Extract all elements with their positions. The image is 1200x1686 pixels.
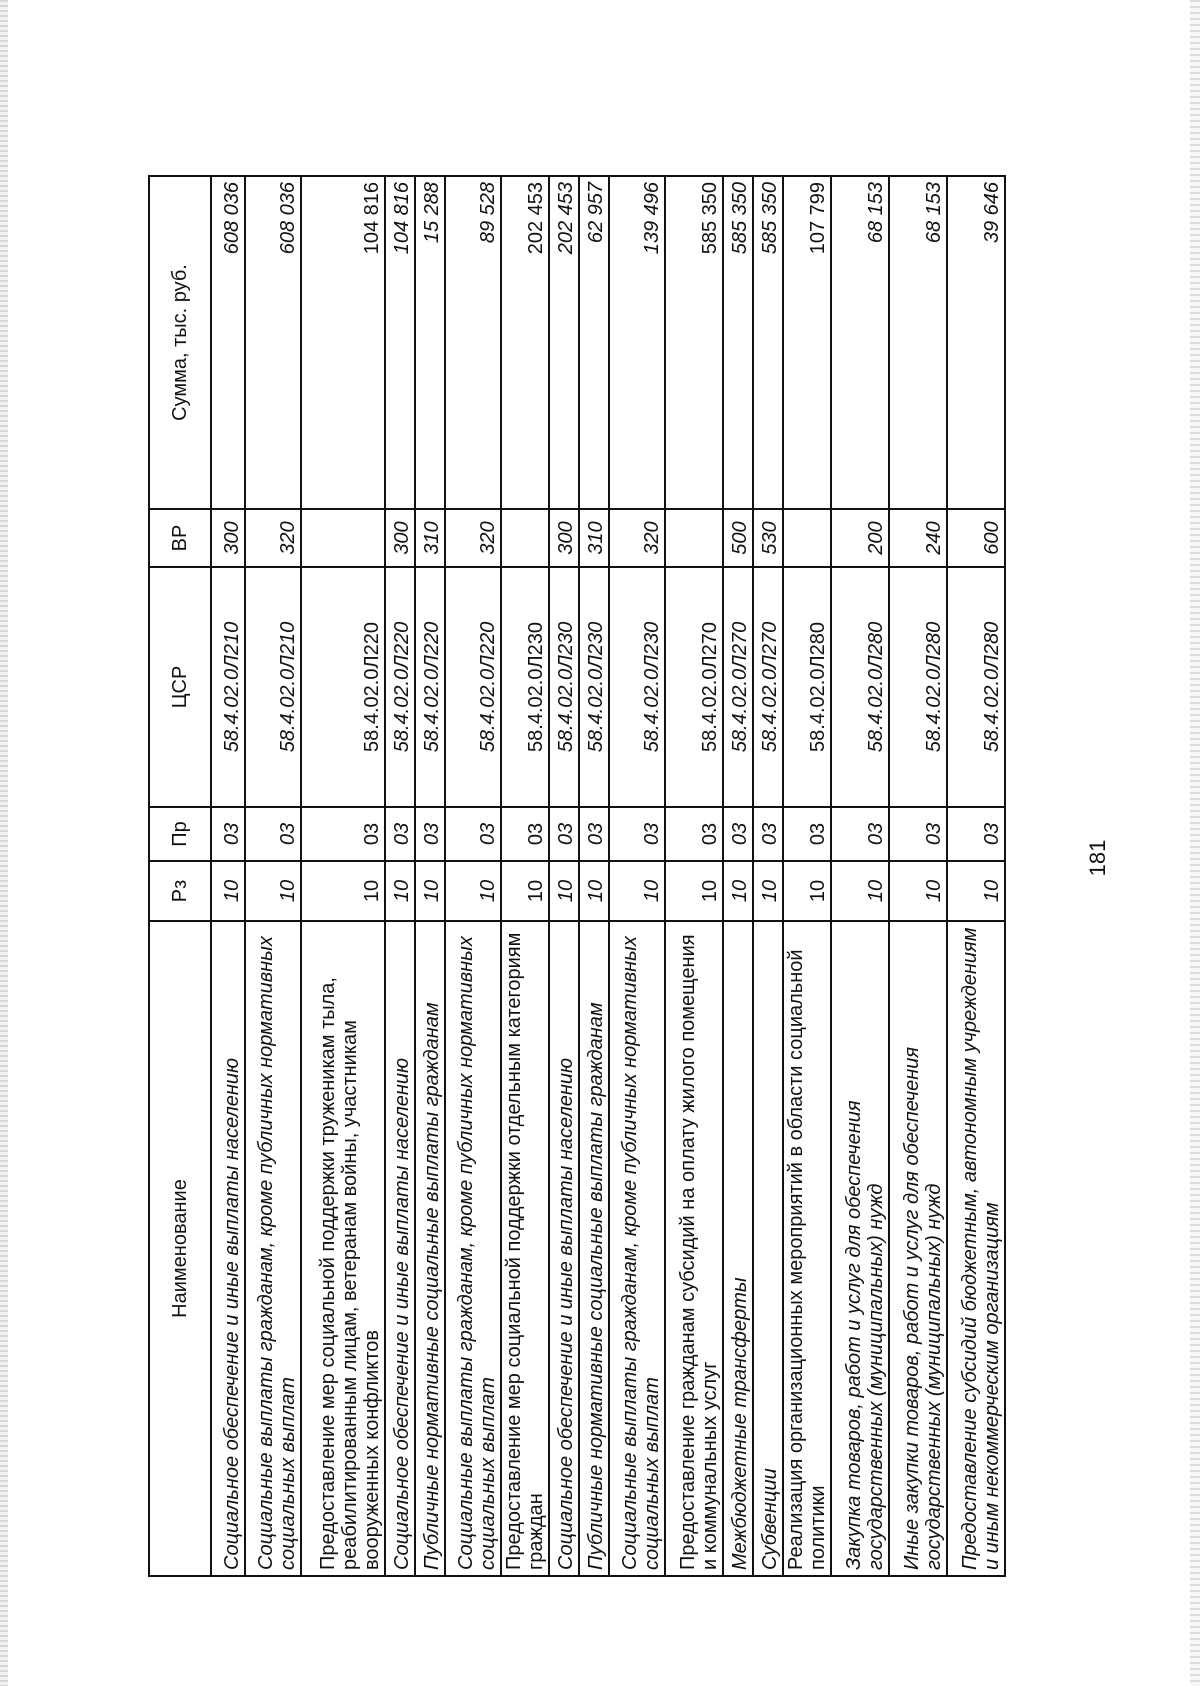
- row-name: Социальное обеспечение и иные выплаты населению: [549, 921, 579, 1576]
- row-csr: 58.4.02.0Л220: [385, 567, 415, 807]
- row-rz: 10: [723, 861, 753, 921]
- header-csr: ЦСР: [149, 567, 211, 807]
- row-name: Субвенции: [753, 921, 783, 1576]
- row-vr: 320: [609, 509, 665, 567]
- scan-edge-right: [1190, 0, 1200, 1686]
- header-row: [149, 176, 211, 1576]
- row-sum: 39 646: [947, 176, 1005, 509]
- row-rz: 10: [831, 861, 889, 921]
- table-row: [947, 176, 1005, 1576]
- row-name: Предоставление субсидий бюджетным, автономным учреждениям и иным некоммерческим организациям: [947, 921, 1005, 1576]
- row-name: Предоставление гражданам субсидий на оплату жилого помещения и коммунальных услуг: [665, 921, 723, 1576]
- row-sum: 89 528: [445, 176, 501, 509]
- row-sum: 608 036: [211, 176, 245, 509]
- row-vr: 530: [753, 509, 783, 567]
- table-row: [385, 176, 415, 1576]
- table-row: [549, 176, 579, 1576]
- row-name: Публичные нормативные социальные выплаты гражданам: [415, 921, 445, 1576]
- row-csr: 58.4.02.0Л280: [783, 567, 831, 807]
- row-sum: 139 496: [609, 176, 665, 509]
- rotated-table-wrapper: [148, 177, 1003, 1577]
- row-pr: 03: [947, 807, 1005, 861]
- row-pr: 03: [723, 807, 753, 861]
- row-pr: 03: [385, 807, 415, 861]
- row-vr: 320: [445, 509, 501, 567]
- table-row: [609, 176, 665, 1576]
- row-pr: 03: [501, 807, 549, 861]
- row-pr: 03: [783, 807, 831, 861]
- table-row: [301, 176, 385, 1576]
- row-csr: 58.4.02.0Л230: [501, 567, 549, 807]
- row-sum: 585 350: [753, 176, 783, 509]
- header-vr: ВР: [149, 509, 211, 567]
- row-sum: 107 799: [783, 176, 831, 509]
- row-name: Социальные выплаты гражданам, кроме публичных нормативных социальных выплат: [245, 921, 301, 1576]
- row-sum: 68 153: [889, 176, 947, 509]
- header-pr: Пр: [149, 807, 211, 861]
- row-vr: 200: [831, 509, 889, 567]
- row-vr: 310: [579, 509, 609, 567]
- row-csr: 58.4.02.0Л210: [211, 567, 245, 807]
- table-row: [245, 176, 301, 1576]
- row-csr: 58.4.02.0Л280: [947, 567, 1005, 807]
- row-name: Социальное обеспечение и иные выплаты населению: [385, 921, 415, 1576]
- row-csr: 58.4.02.0Л230: [549, 567, 579, 807]
- row-rz: 10: [301, 861, 385, 921]
- row-rz: 10: [415, 861, 445, 921]
- table-row: [211, 176, 245, 1576]
- row-sum: 104 816: [301, 176, 385, 509]
- row-vr: 300: [549, 509, 579, 567]
- table-row: [831, 176, 889, 1576]
- row-rz: 10: [889, 861, 947, 921]
- row-pr: 03: [753, 807, 783, 861]
- table-row: [579, 176, 609, 1576]
- row-rz: 10: [609, 861, 665, 921]
- row-sum: 585 350: [665, 176, 723, 509]
- row-vr: [501, 509, 549, 567]
- row-vr: 310: [415, 509, 445, 567]
- row-vr: [665, 509, 723, 567]
- row-vr: 300: [211, 509, 245, 567]
- row-sum: 104 816: [385, 176, 415, 509]
- table-row: [889, 176, 947, 1576]
- row-vr: 300: [385, 509, 415, 567]
- header-rz: Рз: [149, 861, 211, 921]
- row-name: Реализация организационных мероприятий в области социальной политики: [783, 921, 831, 1576]
- table-row: [445, 176, 501, 1576]
- scan-edge-left: [0, 0, 8, 1686]
- row-pr: 03: [445, 807, 501, 861]
- row-name: Социальные выплаты гражданам, кроме публичных нормативных социальных выплат: [609, 921, 665, 1576]
- table-row: [753, 176, 783, 1576]
- row-pr: 03: [415, 807, 445, 861]
- row-csr: 58.4.02.0Л270: [753, 567, 783, 807]
- row-rz: 10: [665, 861, 723, 921]
- row-pr: 03: [245, 807, 301, 861]
- row-sum: 62 957: [579, 176, 609, 509]
- row-rz: 10: [385, 861, 415, 921]
- row-pr: 03: [579, 807, 609, 861]
- row-name: Предоставление мер социальной поддержки отдельным категориям граждан: [501, 921, 549, 1576]
- budget-table: [148, 175, 1006, 1577]
- row-name: Предоставление мер социальной поддержки труженикам тыла, реабилитированным лицам, ветеранам войны, участникам вооруженных конфликтов: [301, 921, 385, 1576]
- row-name: Закупка товаров, работ и услуг для обеспечения государственных (муниципальных) нужд: [831, 921, 889, 1576]
- row-pr: 03: [211, 807, 245, 861]
- row-name: Социальное обеспечение и иные выплаты населению: [211, 921, 245, 1576]
- row-sum: 68 153: [831, 176, 889, 509]
- row-csr: 58.4.02.0Л230: [579, 567, 609, 807]
- row-rz: 10: [783, 861, 831, 921]
- row-rz: 10: [211, 861, 245, 921]
- row-vr: 240: [889, 509, 947, 567]
- table-row: [415, 176, 445, 1576]
- row-rz: 10: [579, 861, 609, 921]
- row-pr: 03: [609, 807, 665, 861]
- header-name: Наименование: [149, 921, 211, 1576]
- table-row: [501, 176, 549, 1576]
- row-vr: 600: [947, 509, 1005, 567]
- row-rz: 10: [445, 861, 501, 921]
- row-pr: 03: [831, 807, 889, 861]
- row-vr: [301, 509, 385, 567]
- row-sum: 202 453: [501, 176, 549, 509]
- row-csr: 58.4.02.0Л270: [665, 567, 723, 807]
- row-sum: 202 453: [549, 176, 579, 509]
- row-pr: 03: [301, 807, 385, 861]
- row-csr: 58.4.02.0Л220: [415, 567, 445, 807]
- row-csr: 58.4.02.0Л280: [889, 567, 947, 807]
- row-csr: 58.4.02.0Л280: [831, 567, 889, 807]
- row-sum: 15 288: [415, 176, 445, 509]
- row-pr: 03: [665, 807, 723, 861]
- table-row: [783, 176, 831, 1576]
- row-rz: 10: [753, 861, 783, 921]
- row-vr: [783, 509, 831, 567]
- row-csr: 58.4.02.0Л210: [245, 567, 301, 807]
- page-number: 181: [1085, 839, 1110, 877]
- row-rz: 10: [549, 861, 579, 921]
- row-csr: 58.4.02.0Л230: [609, 567, 665, 807]
- row-vr: 500: [723, 509, 753, 567]
- row-csr: 58.4.02.0Л270: [723, 567, 753, 807]
- row-name: Иные закупки товаров, работ и услуг для обеспечения государственных (муниципальных) нужд: [889, 921, 947, 1576]
- row-name: Социальные выплаты гражданам, кроме публичных нормативных социальных выплат: [445, 921, 501, 1576]
- table-row: [665, 176, 723, 1576]
- row-csr: 58.4.02.0Л220: [445, 567, 501, 807]
- header-sum: Сумма, тыс. руб.: [149, 176, 211, 509]
- row-name: Публичные нормативные социальные выплаты гражданам: [579, 921, 609, 1576]
- row-vr: 320: [245, 509, 301, 567]
- row-pr: 03: [549, 807, 579, 861]
- row-sum: 585 350: [723, 176, 753, 509]
- row-pr: 03: [889, 807, 947, 861]
- table-row: [723, 176, 753, 1576]
- row-rz: 10: [245, 861, 301, 921]
- row-rz: 10: [501, 861, 549, 921]
- row-csr: 58.4.02.0Л220: [301, 567, 385, 807]
- row-rz: 10: [947, 861, 1005, 921]
- row-name: Межбюджетные трансферты: [723, 921, 753, 1576]
- row-sum: 608 036: [245, 176, 301, 509]
